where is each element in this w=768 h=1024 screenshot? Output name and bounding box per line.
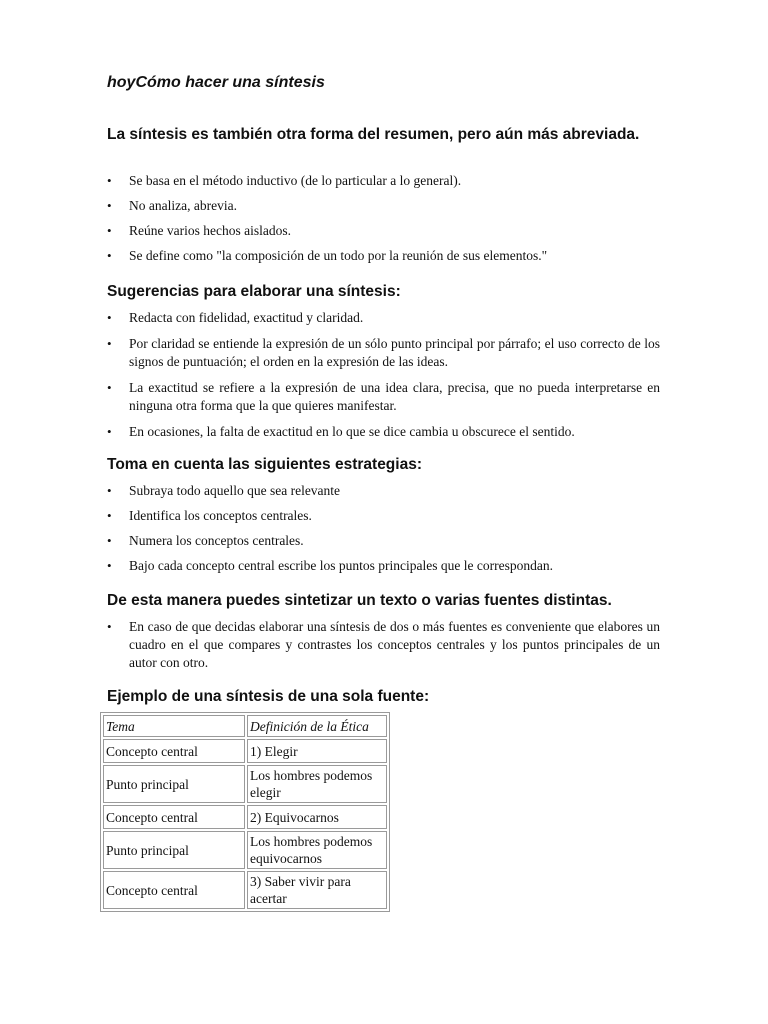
- list-item: • En ocasiones, la falta de exactitud en lo que se dice cambia u obscurece el sentido.: [107, 423, 660, 441]
- list-item: • Subraya todo aquello que sea relevante: [107, 482, 660, 500]
- table-cell: Concepto central: [103, 805, 245, 829]
- table-header-cell: Definición de la Ética: [247, 715, 387, 737]
- list-item: • Identifica los conceptos centrales.: [107, 507, 660, 525]
- table-cell: Concepto central: [103, 739, 245, 763]
- list-item: • Se define como "la composición de un todo por la reunión de sus elementos.": [107, 247, 660, 265]
- table-cell: Los hombres podemos elegir: [247, 765, 387, 803]
- list-item: • Numera los conceptos centrales.: [107, 532, 660, 550]
- table-cell: Los hombres podemos equivocarnos: [247, 831, 387, 869]
- table-header-cell: Tema: [103, 715, 245, 737]
- list-item: • En caso de que decidas elaborar una síntesis de dos o más fuentes es conveniente que elabores un cuadro en el que compares y contrastes los conceptos centrales y los puntos principales de un autor con otro.: [107, 618, 660, 672]
- table-row: [103, 739, 387, 763]
- estrategias-bullet-list: [107, 482, 660, 575]
- list-item: • La exactitud se refiere a la expresión de una idea clara, precisa, que no pueda interpretarse en ninguna otra forma que la que quieres manifestar.: [107, 379, 660, 415]
- sintetizar-bullet-list: [107, 618, 660, 672]
- list-item: • Bajo cada concepto central escribe los puntos principales que le correspondan.: [107, 557, 660, 575]
- intro-bullet-list: [107, 172, 660, 265]
- section-heading-ejemplo: Ejemplo de una síntesis de una sola fuente:: [107, 688, 430, 705]
- list-item: • Reúne varios hechos aislados.: [107, 222, 660, 240]
- table-row: [103, 871, 387, 909]
- intro-paragraph: La síntesis es también otra forma del resumen, pero aún más abreviada.: [107, 126, 640, 143]
- section-heading-estrategias: Toma en cuenta las siguientes estrategias:: [107, 456, 422, 473]
- list-item: • No analiza, abrevia.: [107, 197, 660, 215]
- document-title: hoyCómo hacer una síntesis: [107, 74, 325, 91]
- section-heading-sintetizar: De esta manera puedes sintetizar un texto o varias fuentes distintas.: [107, 592, 612, 609]
- table-cell: Concepto central: [103, 871, 245, 909]
- table-row: [103, 805, 387, 829]
- synthesis-example-table: [100, 712, 390, 912]
- list-item: • Se basa en el método inductivo (de lo particular a lo general).: [107, 172, 660, 190]
- sugerencias-bullet-list: [107, 309, 660, 441]
- list-item: • Redacta con fidelidad, exactitud y claridad.: [107, 309, 660, 327]
- table-cell: Punto principal: [103, 831, 245, 869]
- table-cell: 3) Saber vivir para acertar: [247, 871, 387, 909]
- table-cell: 1) Elegir: [247, 739, 387, 763]
- list-item: • Por claridad se entiende la expresión de un sólo punto principal por párrafo; el uso correcto de los signos de puntuación; el orden en la expresión de las ideas.: [107, 335, 660, 371]
- table-row: [103, 765, 387, 803]
- table-cell: 2) Equivocarnos: [247, 805, 387, 829]
- table-header-row: [103, 715, 387, 737]
- table-row: [103, 831, 387, 869]
- section-heading-sugerencias: Sugerencias para elaborar una síntesis:: [107, 283, 401, 300]
- table-cell: Punto principal: [103, 765, 245, 803]
